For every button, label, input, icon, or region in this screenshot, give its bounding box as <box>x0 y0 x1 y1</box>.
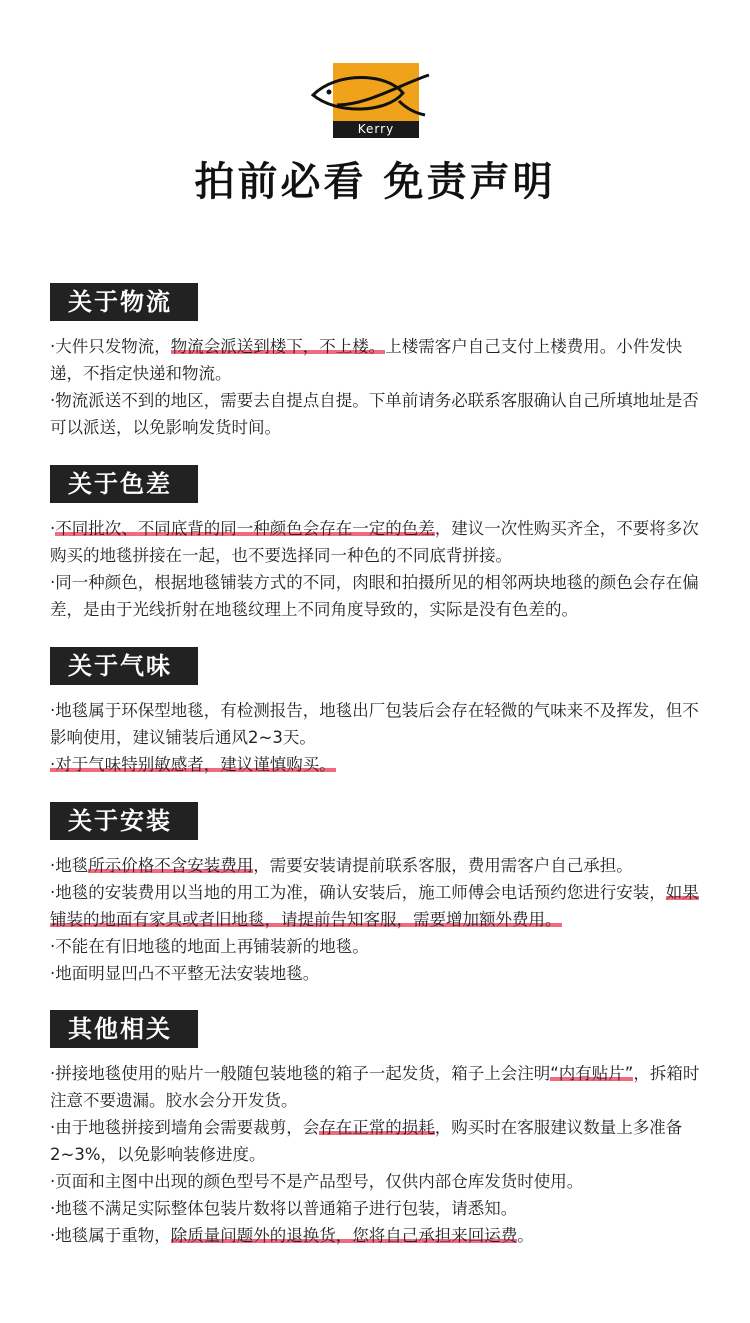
fish-logo-icon <box>307 65 437 121</box>
list-item: ·地毯不满足实际整体包装片数将以普通箱子进行包装，请悉知。 <box>50 1199 518 1218</box>
list-item: ·不同批次、不同底背的同一种颜色会存在一定的色差，建议一次性购买齐全，不要将多次购买的地毯拼接在一起，也不要选择同一种色的不同底背拼接。 <box>50 519 699 565</box>
list-item: ·不能在有旧地毯的地面上再铺装新的地毯。 <box>50 937 369 956</box>
list-item: ·由于地毯拼接到墙角会需要裁剪，会存在正常的损耗，购买时在客服建议数量上多准备2~3%，以免影响装修进度。 <box>50 1118 683 1164</box>
list-item: ·地毯的安装费用以当地的用工为准，确认安装后，施工师傅会电话预约您进行安装，如果铺装的地面有家具或者旧地毯，请提前告知客服，需要增加额外费用。 <box>50 883 699 929</box>
highlight-text: 存在正常的损耗 <box>319 1118 435 1137</box>
list-item: ·地毯所示价格不含安装费用，需要安装请提前联系客服，费用需客户自己承担。 <box>50 856 633 875</box>
section-heading: 其他相关 <box>50 1010 198 1048</box>
section-odor <box>50 647 700 778</box>
list-item: ·地毯属于环保型地毯，有检测报告，地毯出厂包装后会存在轻微的气味来不及挥发，但不影响使用，建议铺装后通风2~3天。 <box>50 701 699 747</box>
list-item: ·物流派送不到的地区，需要去自提点自提。下单前请务必联系客服确认自己所填地址是否可以派送，以免影响发货时间。 <box>50 391 699 437</box>
highlight-text: 不同批次、不同底背的同一种颜色会存在一定的色差 <box>55 519 435 538</box>
highlight-text: ·对于气味特别敏感者，建议谨慎购买。 <box>50 755 336 774</box>
brand-logo <box>333 63 419 138</box>
highlight-text: 如果铺装的地面有家具或者旧地毯，请提前告知客服，需要增加额外费用。 <box>50 883 699 929</box>
highlight-text: 物流会派送到楼下，不上楼。 <box>170 337 386 356</box>
section-heading: 关于安装 <box>50 802 198 840</box>
section-logistics <box>50 283 700 441</box>
list-item: ·大件只发物流，物流会派送到楼下，不上楼。上楼需客户自己支付上楼费用。小件发快递，不指定快递和物流。 <box>50 337 683 383</box>
section-color-difference <box>50 465 700 623</box>
section-heading: 关于物流 <box>50 283 198 321</box>
section-other <box>50 1010 700 1249</box>
list-item: ·地毯属于重物，除质量问题外的退换货，您将自己承担来回运费。 <box>50 1226 534 1245</box>
page-title: 拍前必看 免责声明 <box>194 159 556 205</box>
highlight-text: 所示价格不含安装费用 <box>88 856 254 875</box>
highlight-text: 除质量问题外的退换货，您将自己承担来回运费 <box>170 1226 518 1245</box>
section-installation <box>50 802 700 987</box>
list-item: ·页面和主图中出现的颜色型号不是产品型号，仅供内部仓库发货时使用。 <box>50 1172 584 1191</box>
section-heading: 关于气味 <box>50 647 198 685</box>
section-heading: 关于色差 <box>50 465 198 503</box>
list-item <box>50 751 700 778</box>
logo-wordmark: Kerry <box>333 121 419 138</box>
highlight-text: “内有贴片” <box>550 1064 634 1083</box>
list-item: ·同一种颜色，根据地毯铺装方式的不同，肉眼和拍摄所见的相邻两块地毯的颜色会存在偏差，是由于光线折射在地毯纹理上不同角度导致的，实际是没有色差的。 <box>50 573 699 619</box>
list-item: ·地面明显凹凸不平整无法安装地毯。 <box>50 964 320 983</box>
list-item: ·拼接地毯使用的贴片一般随包装地毯的箱子一起发货，箱子上会注明“内有贴片”，拆箱时注意不要遗漏。胶水会分开发货。 <box>50 1064 700 1110</box>
